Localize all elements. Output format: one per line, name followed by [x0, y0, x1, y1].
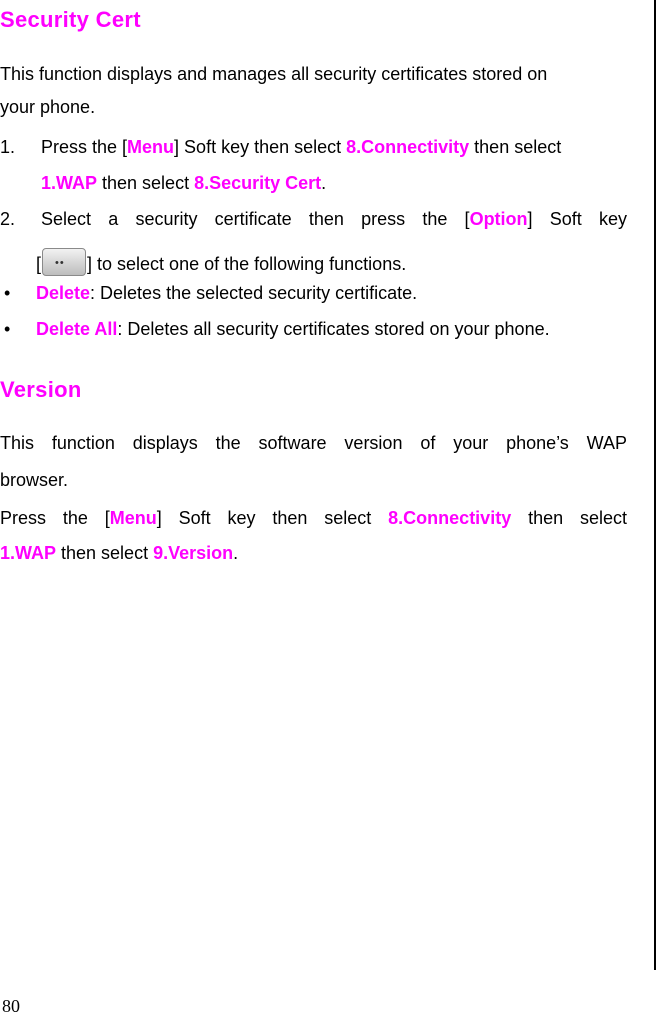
step-text: Press the [	[0, 508, 110, 528]
bullet: •	[4, 319, 11, 339]
version-instruction-line1	[0, 507, 627, 529]
menu-path-wap: 1.WAP	[0, 543, 57, 563]
page-edge-rule	[654, 0, 656, 970]
menu-path-connectivity: 8.Connectivity	[388, 508, 512, 528]
step-2-line2	[36, 248, 406, 276]
step-text: .	[321, 173, 327, 193]
step-text: ] Soft key	[527, 209, 627, 229]
step-text: Select a security certificate then press the [	[41, 209, 470, 229]
option-key-label: Option	[469, 209, 528, 229]
version-instruction-line2	[0, 542, 238, 564]
step-number: 1.	[0, 137, 16, 157]
menu-key-label: Menu	[109, 508, 157, 528]
step-text: then select	[469, 137, 562, 157]
security-cert-intro-line1: This function displays and manages all security certificates stored on	[0, 64, 548, 84]
version-intro-line2: browser.	[0, 470, 69, 490]
security-cert-intro-line2: your phone.	[0, 97, 96, 117]
step-text: ] to select one of the following functions.	[87, 254, 407, 274]
version-intro-line1: This function displays the software version of your phone’s WAP	[0, 433, 627, 453]
step-text: .	[233, 543, 239, 563]
step-2-line1	[41, 208, 627, 230]
function-term-delete: Delete	[36, 283, 91, 303]
page-number: 80	[2, 996, 20, 1016]
bullet: •	[4, 283, 11, 303]
menu-path-wap: 1.WAP	[41, 173, 98, 193]
function-description: : Deletes the selected security certificate.	[90, 283, 418, 303]
step-text: then select	[511, 508, 627, 528]
step-text: then select	[56, 543, 154, 563]
section-heading-version: Version	[0, 377, 82, 402]
step-text: ] Soft key then select	[156, 508, 389, 528]
step-1-line2	[41, 172, 326, 194]
step-text: ] Soft key then select	[174, 137, 347, 157]
menu-key-label: Menu	[127, 137, 175, 157]
step-text: Press the [	[41, 137, 128, 157]
step-number: 2.	[0, 209, 16, 229]
list-item-delete-all	[36, 318, 550, 340]
function-description: : Deletes all security certificates stored on your phone.	[117, 319, 550, 339]
step-text: [	[36, 254, 42, 274]
menu-path-version: 9.Version	[153, 543, 234, 563]
section-heading-security-cert: Security Cert	[0, 7, 141, 32]
step-text: then select	[97, 173, 195, 193]
menu-path-connectivity: 8.Connectivity	[346, 137, 470, 157]
soft-key-icon	[42, 248, 86, 276]
step-1-line1	[41, 136, 561, 158]
list-item-delete	[36, 282, 417, 304]
menu-path-security-cert: 8.Security Cert	[194, 173, 322, 193]
function-term-delete-all: Delete All	[36, 319, 118, 339]
